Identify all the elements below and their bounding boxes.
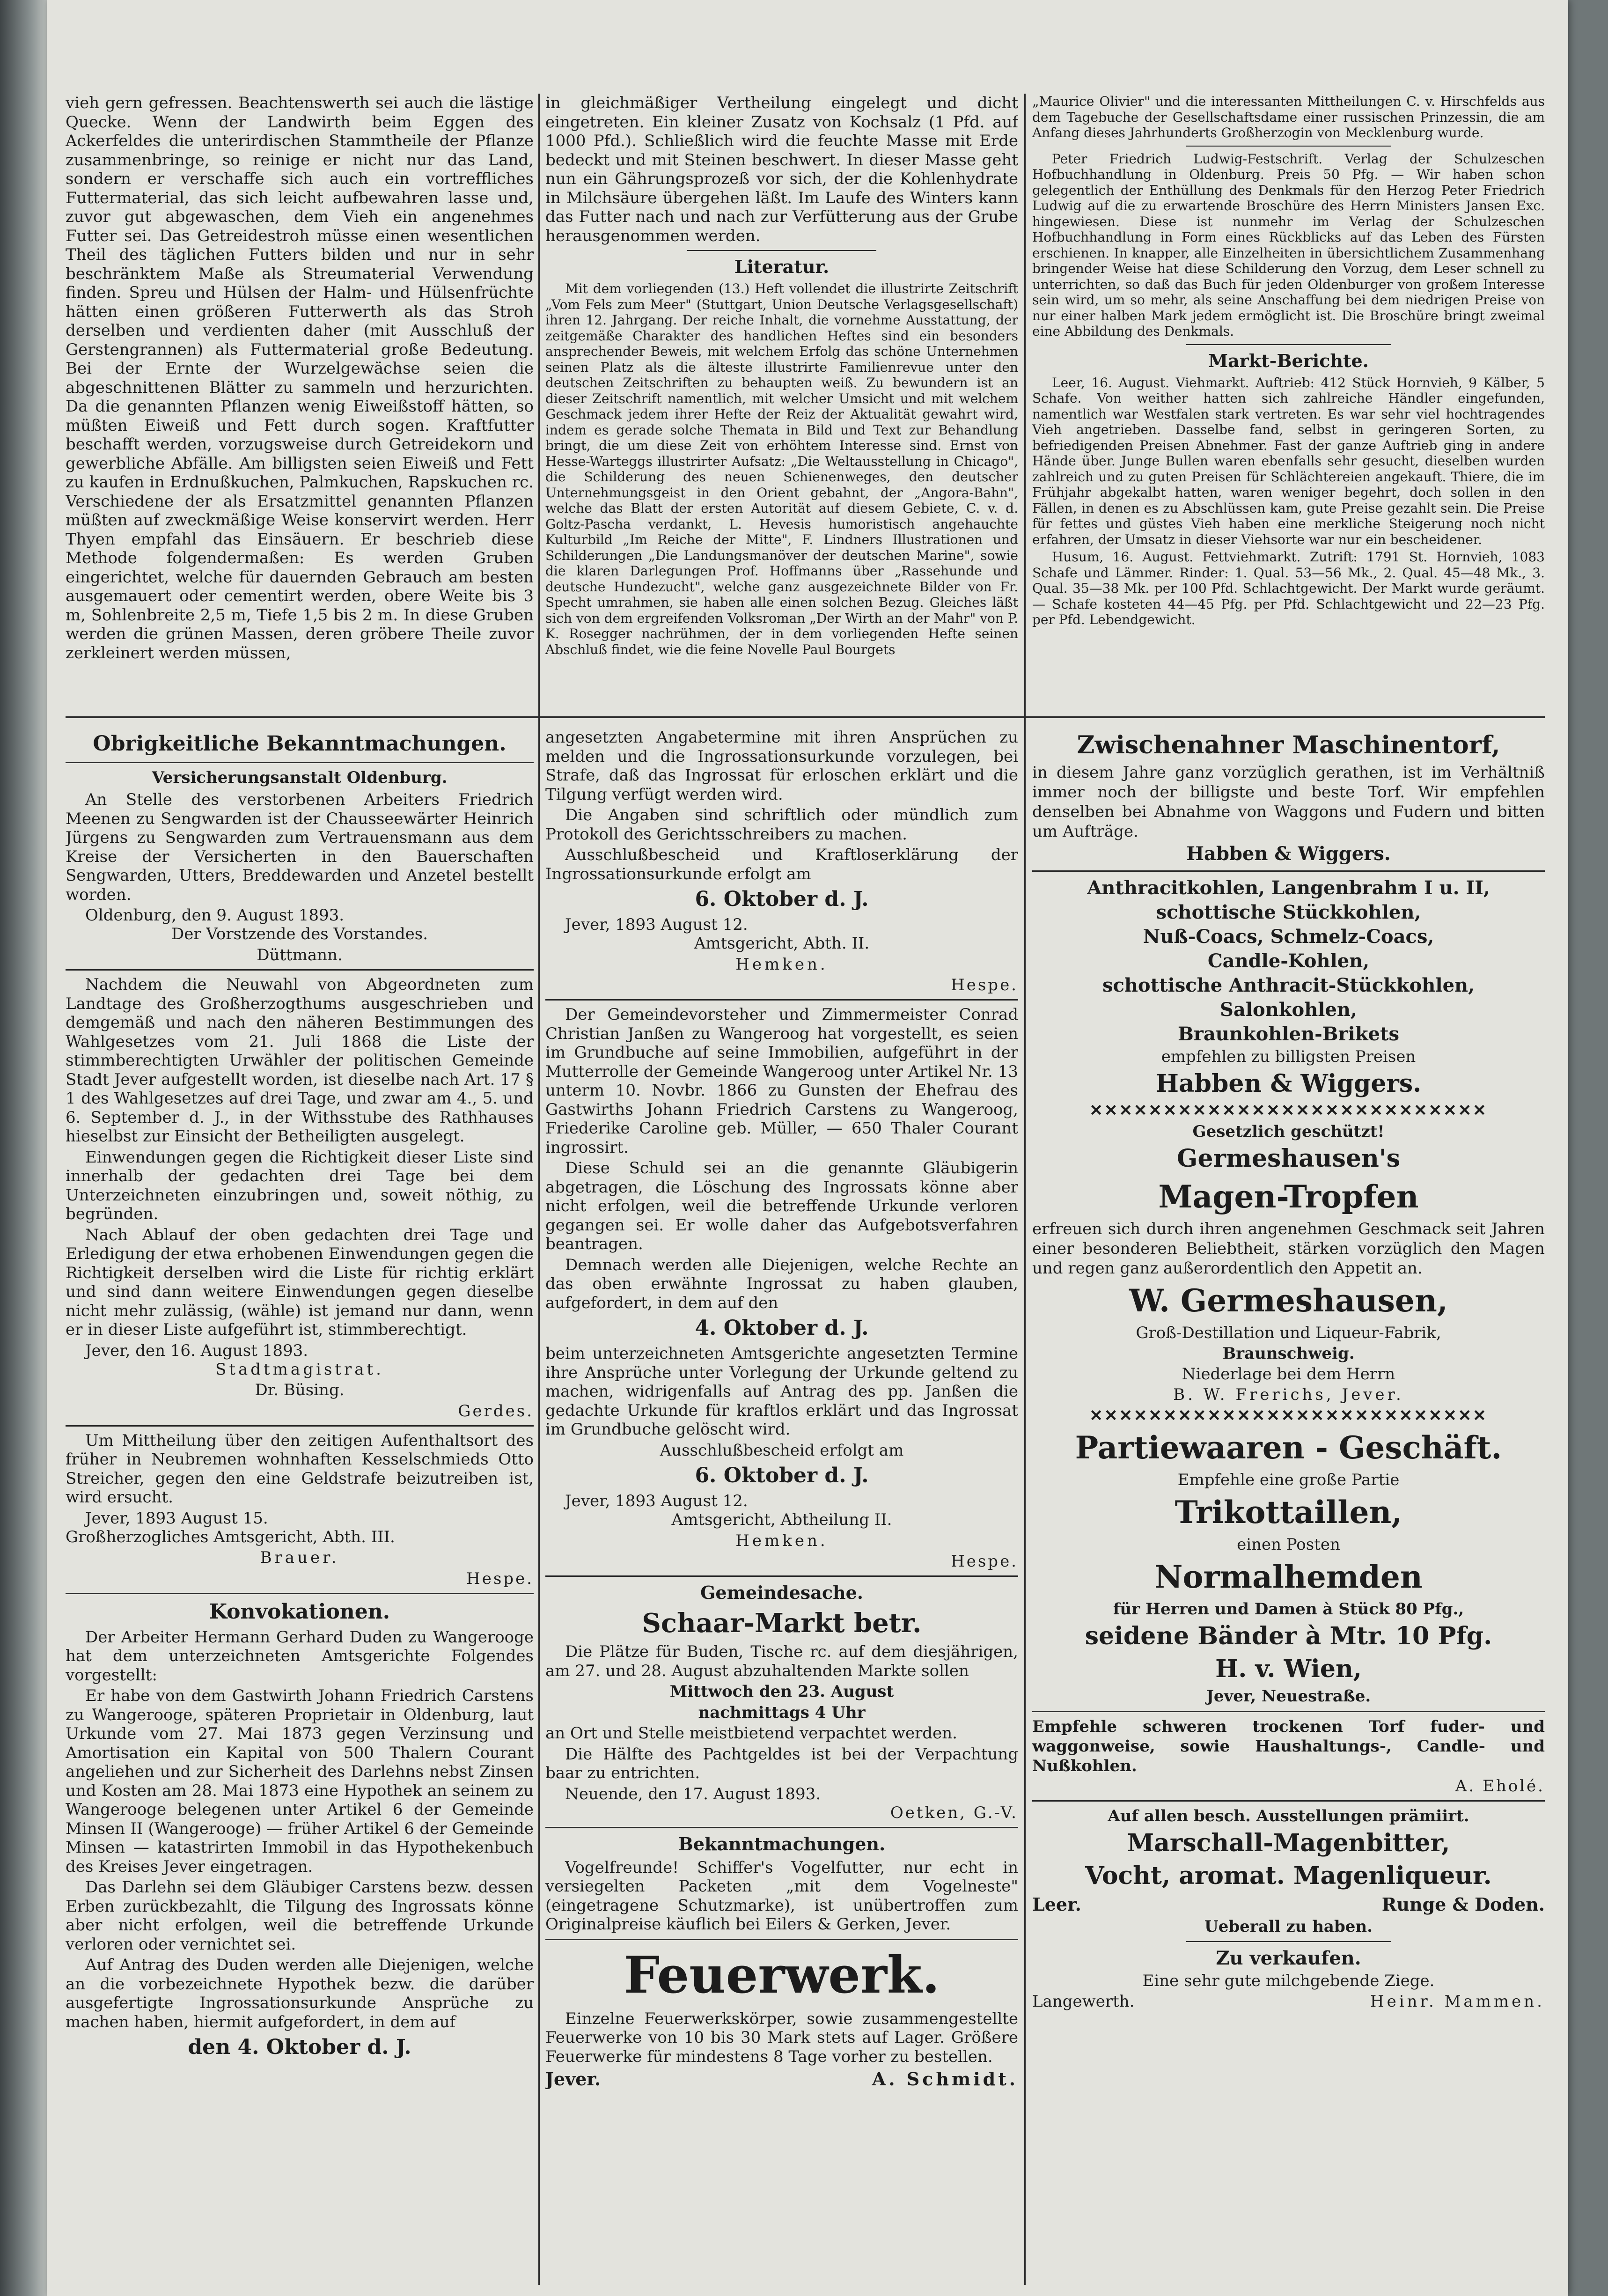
notice-text: Er habe von dem Gastwirth Johann Friedrich Carstens zu Wangerooge, späteren Proprietair in Oldenburg, laut Urkunde vom 27. Mai 1873 gegen Verzinsung und Amortisation ein Kapital von 500 Thalern Courant angeliehen und zur Sicherheit des Darlehns nebst Zinsen und Kosten am 28. Mai 1873 eine Hypothek an seinem zu Wangerooge belegenen unter Artikel 6 der Gemeinde Minsen II (Wangerooge) — früher Artikel 6 der Gemeinde Minsen — katastrirten Immobil in das Hypothekenbuch des Kreises Jever eingetragen. [66, 1686, 534, 1876]
runge-doden-footer [1032, 1893, 1545, 1916]
coal-item: Nuß-Coacs, Schmelz-Coacs, [1143, 926, 1434, 948]
notice-signature: Oetken, G.-V. [890, 1803, 1018, 1822]
vocht-title: Vocht, aromat. Magenliqueur. [1085, 1862, 1492, 1890]
maschinentorf-text: in diesem Jahre ganz vorzüglich gerathen, ist im Verhältniß immer noch der billigste und beste Torf. Wir empfehlen denselben bei Abnahme von Waggons und Fudern und bitten um Aufträge. [1032, 763, 1545, 841]
notice-org: Amtsgericht, Abtheilung II. [671, 1510, 892, 1529]
magen-tropfen-title: Magen-Tropfen [1158, 1178, 1419, 1215]
notice-text: Nach Ablauf der oben gedachten drei Tage und Erledigung der etwa erhobenen Einwendungen gegen die Richtigkeit derselben wird die Liste für richtig erklärt und sind dann weitere Einwendungen gegen dieselbe nicht mehr zulässig, (wähle) ist jemand nur dann, wenn er in dieser Liste aufgeführt ist, stimmberechtigt. [66, 1225, 534, 1339]
market-report-leer: Leer, 16. August. Viehmarkt. Auftrieb: 412 Stück Hornvieh, 9 Kälber, 5 Schafe. Von weither hatten sich zahlreiche Händler eingefunden, namentlich war Westfalen stark vertreten. Es war sehr viel hochtragendes Vieh angetrieben. Dasselbe fand, selbst in geringeren Sorten, zu befriedigenden Preisen Abnehmer. Fast der ganze Auftrieb ging in andere Hände über. Junge Bullen waren ebenfalls sehr gesucht, dieselben wurden zahlreich und zu guten Preisen für Schlächtereien angekauft. Thiere, die im Frühjahr abgekalbt hatten, waren weniger begehrt, doch sollen in den Fällen, in denen es zu Abschlüssen kam, gute Preise gezahlt sein. Die Preise für fettes und güstes Vieh haben eine merkliche Steigerung noch nicht erfahren, der Umsatz in dieser Viehsorte war nur ein bescheidener. [1032, 375, 1545, 547]
notice-deadline: 4. Oktober d. J. [695, 1316, 869, 1340]
notice-org: Der Vorstzende des Vorstandes. [171, 925, 428, 943]
notice-date: Jever, 1893 August 12. [565, 1492, 748, 1510]
notice-signature: Hespe. [951, 1552, 1018, 1571]
notice-name: Dr. Büsing. [255, 1381, 345, 1399]
baender-line: seidene Bänder à Mtr. 10 Pfg. [1085, 1622, 1492, 1650]
partiewaaren-line: einen Posten [1237, 1535, 1340, 1554]
maschinentorf-title: Zwischenahner Maschinentorf, [1077, 731, 1500, 759]
notice-text: Diese Schuld sei an die genannte Gläubigerin abgetragen, die Löschung des Ingrossats könne aber nicht erfolgen, weil die betreffende Urkunde verloren gegangen sei. Er wolle daher das Aufgebotsverfahren beantragen. [545, 1159, 1018, 1253]
runge-doden-firm: Runge & Doden. [1381, 1894, 1545, 1915]
verkaufen-footer [1032, 1992, 1545, 2011]
top-column-1 [66, 94, 534, 712]
section-divider [66, 716, 1545, 718]
divider [545, 999, 1018, 1001]
notice-text: an Ort und Stelle meistbietend verpachtet werden. [545, 1724, 957, 1743]
germeshausen-firm: W. Germeshausen, [1129, 1282, 1448, 1319]
protected-note: Gesetzlich geschützt! [1192, 1122, 1385, 1141]
feuerwerk-title: Feuerwerk. [624, 1945, 940, 2005]
scan-binding-shadow [0, 0, 51, 2296]
germeshausen-title: Germeshausen's [1177, 1144, 1400, 1173]
notice-signature: Gerdes. [458, 1401, 534, 1420]
gemeindesache-header: Gemeindesache. [700, 1582, 863, 1603]
festschrift-review: Peter Friedrich Ludwig-Festschrift. Verlag der Schulzeschen Hofbuchhandlung in Oldenburg. Preis 50 Pfg. — Wir haben schon gelegentlich der Enthüllung des Denkmals für den Herzog Peter Friedrich Ludwig auf die zu erwartende Broschüre des Herrn Ministers Jansen Exc. hingewiesen. Diese ist nunmehr im Verlag der Schulzeschen Hofbuchhandlung in Form eines Rückblicks auf das Leben des Fürsten erschienen. In knapper, alle Einzelheiten in übersichtlichem Zusammenhang bringender Weise hat diese Schilderung den Vorzug, dem Leser schnell zu unterrichten, so daß das Buch für jeden Oldenburger von großem Interesse sein wird, um so mehr, als seine Anschaffung bei dem niedrigen Preise von nur einer halben Mark jedem ermöglicht ist. Die Broschüre bringt zweimal eine Abbildung des Denkmals. [1032, 151, 1545, 339]
feuerwerk-place: Jever. [545, 2068, 601, 2090]
partiewaaren-title: Partiewaaren - Geschäft. [1075, 1429, 1502, 1466]
runge-doden-place: Leer. [1032, 1894, 1081, 1915]
column-rule [538, 94, 540, 2285]
verkaufen-place: Langewerth. [1032, 1992, 1135, 2011]
divider [545, 1939, 1018, 1940]
divider [1032, 1711, 1545, 1712]
market-date: Mittwoch den 23. August [669, 1682, 894, 1701]
newspaper-page [47, 0, 1568, 2296]
agent-name: B. W. Frerichs, Jever. [1173, 1385, 1404, 1404]
vogelfutter-ad: Vogelfreunde! Schiffer's Vogelfutter, nur echt in versiegelten Packeten „mit dem Vogelneste" (eingetragene Schutzmarke), ist unübertroffen zum Originalpreise käuflich bei Eilers & Gerken, Jever. [545, 1858, 1018, 1934]
coal-item: Salonkohlen, [1220, 999, 1357, 1021]
market-report-husum: Husum, 16. August. Fettviehmarkt. Zutrift: 1791 St. Hornvieh, 1083 Schafe und Lämmer. Rinder: 1. Qual. 53—56 Mk., 2. Qual. 45—48 Mk., 3. Qual. 35—38 Mk. per 100 Pfd. Schlachtgewicht. Der Markt wurde geräumt. — Schafe kosteten 44—45 Pfg. per Pfd. Schlachtgewicht und 22—23 Pfg. per Pfd. Lebendgewicht. [1032, 549, 1545, 627]
ueberall-line: Ueberall zu haben. [1204, 1917, 1373, 1936]
konvokationen-heading: Konvokationen. [209, 1599, 390, 1624]
notice-name: Hemken. [735, 955, 828, 974]
column-rule [1024, 94, 1026, 2285]
agriculture-article-continuation: in gleichmäßiger Vertheilung eingelegt und dicht eingetreten. Ein kleiner Zusatz von Kochsalz (1 Pfd. auf 1000 Pfd.). Schließlich wird die feuchte Masse mit Erde bedeckt und mit Steinen beschwert. In dieser Masse geht nun ein Gährungsprozeß vor sich, der die Kohlenhydrate in Milchsäure übergehen läßt. Im Laufe des Winters kann das Futter nach und nach zur Verfütterung aus der Grube herausgenommen werden. [545, 94, 1018, 245]
coal-subline: empfehlen zu billigsten Preisen [1161, 1047, 1416, 1066]
notice-text: Das Darlehn sei dem Gläubiger Carstens bezw. dessen Erben zurückbezahlt, die Tilgung des Ingrossats könne aber nicht erfolgen, weil die betreffende Urkunde verloren oder vernichtet sei. [66, 1878, 534, 1954]
verkaufen-title: Zu verkaufen. [1216, 1947, 1361, 1969]
notice-text: Der Arbeiter Hermann Gerhard Duden zu Wangerooge hat dem unterzeichneten Amtsgerichte Folgendes vorgestellt: [66, 1627, 534, 1685]
notice-name: Düttmann. [257, 945, 343, 964]
market-reports-heading: Markt-Berichte. [1208, 350, 1369, 371]
notice-org: Amtsgericht, Abth. II. [694, 934, 870, 953]
agriculture-article-text: vieh gern gefressen. Beachtenswerth sei auch die lästige Quecke. Wenn der Landwirth beim Eggen des Ackerfeldes die unterirdischen Stammtheile der Pflanze zusammenbringe, so reinige er nicht nur das Land, sondern er verschaffe sich auch ein vortreffliches Futtermaterial, das sich leicht aufbewahren lasse und, zuvor gut abgewaschen, dem Vieh ein angenehmes Futter sei. Das Getreidestroh müsse einen wesentlichen Theil des täglichen Futters bilden und nur in sehr beschränktem Maße als Streumaterial Verwendung finden. Spreu und Hülsen der Halm- und Hülsenfrüchte hätten einen größeren Futterwerth als das Stroh derselben und verdienten daher (mit Ausschluß der Gerstengrannen) als Futtermaterial große Bedeutung. Bei der Ernte der Wurzelgewächse seien die abgeschnittenen Blätter zu sammeln und herzurichten. Da die genannten Pflanzen wenig Eiweißstoff hätten, so müßten Eiweiß und Fett durch sogen. Kraftfutter beschafft werden, vorzugsweise durch Getreidekorn und gewerbliche Abfälle. Am billigsten seien Eiweiß und Fett zu kaufen in Erdnußkuchen, Palmkuchen, Rapskuchen rc. Verschiedene der als Ersatzmittel genannten Pflanzen müßten auf zweckmäßige Weise konservirt werden. Herr Thyen empfahl das Einsäuern. Er beschrieb diese Methode folgendermaßen: Es werden Gruben eingerichtet, welche für dauernden Gebrauch am besten ausgemauert oder cementirt werden, obere Weite bis 3 m, Sohlenbreite 2,5 m, Tiefe 1,5 bis 2 m. In diese Gruben werden die grünen Massen, deren gröbere Theile zuvor zerkleinert werden müssen, [66, 94, 534, 662]
coal-item: schottische Anthracit-Stückkohlen, [1102, 974, 1475, 996]
notice-text: An Stelle des verstorbenen Arbeiters Friedrich Meenen zu Sengwarden ist der Chausseewärter Heinrich Jürgens zu Sengwarden zum Vertrauensmann aus dem Kreise der Versicherten in den Bauerschaften Sengwarden, Utters, Breddewarden und Anzetel bestellt worden. [66, 790, 534, 904]
notice-signature: Hespe. [466, 1569, 534, 1588]
notice-date: Jever, 1893 August 12. [565, 915, 748, 934]
partiewaaren-line: Empfehle eine große Partie [1177, 1471, 1400, 1489]
advertisements-column [1032, 728, 1545, 2282]
torf-ad-text: Empfehle schweren trockenen Torf fuder- und waggonweise, sowie Haushaltungs-, Candle- und Nußkohlen. [1032, 1717, 1545, 1775]
partiewaaren-price: für Herren und Damen à Stück 80 Pfg., [1113, 1600, 1464, 1619]
official-notices-heading: Obrigkeitliche Bekanntmachungen. [93, 732, 507, 756]
notice-date: Jever, den 16. August 1893. [85, 1341, 308, 1360]
normalhemden-title: Normalhemden [1154, 1559, 1423, 1595]
notice-name: Hemken. [735, 1531, 828, 1550]
schaar-markt-title: Schaar-Markt betr. [642, 1608, 922, 1639]
notice-text: Nachdem die Neuwahl von Abgeordneten zum Landtage des Großherzogthums ausgeschrieben und demgemäß und nach den näheren Bestimmungen des Wahlgesetzes vom 21. Juli 1868 die Liste der stimmberechtigten Urwähler der politischen Gemeinde Stadt Jever aufgestellt worden, ist dieselbe nach Art. 17 § 1 des Wahlgesetzes auf drei Tage, und zwar am 4., 5. und 6. September d. J., in der Withsstube des Rathhauses hieselbst zur Einsicht der Betheiligten ausgelegt. [66, 975, 534, 1146]
notice-text: Auf Antrag des Duden werden alle Diejenigen, welche an die vorbezeichnete Hypothek bezw. die darüber ausgefertigte Ingrossationsurkunde Ansprüche zu machen haben, hiermit aufgefordert, in dem auf [66, 1956, 534, 2031]
top-column-3 [1032, 94, 1545, 712]
agent-label: Niederlage bei dem Herrn [1182, 1365, 1395, 1383]
ornament-row: ✕✕✕✕✕✕✕✕✕✕✕✕✕✕✕✕✕✕✕✕✕✕✕✕✕✕✕ [1089, 1406, 1488, 1425]
notice-text: Die Angaben sind schriftlich oder mündlich zum Protokoll des Gerichtsschreibers zu machen. [545, 806, 1018, 844]
coal-item: schottische Stückkohlen, [1156, 901, 1421, 923]
notice-signature: Hespe. [951, 976, 1018, 994]
top-column-2 [545, 94, 1018, 712]
feuerwerk-text: Einzelne Feuerwerkskörper, sowie zusammengestellte Feuerwerke von 10 bis 30 Mark stets auf Lager. Größere Feuerwerke für mindestens 8 Tage vorher zu bestellen. [545, 2009, 1018, 2066]
notice-text: Demnach werden alle Diejenigen, welche Rechte an das oben erwähnte Ingrossat zu haben glauben, aufgefordert, in dem auf den [545, 1255, 1018, 1312]
notices-column-2 [545, 728, 1018, 2282]
market-time: nachmittags 4 Uhr [698, 1703, 866, 1722]
notice-date: Oldenburg, den 9. August 1893. [85, 906, 345, 925]
notice-date: Jever, 1893 August 15. [85, 1509, 268, 1528]
notice-org: Großherzogliches Amtsgericht, Abth. III. [66, 1527, 395, 1546]
vwien-address: Jever, Neuestraße. [1206, 1687, 1371, 1706]
official-notices-column [66, 728, 534, 2282]
coal-item: Candle-Kohlen, [1207, 950, 1370, 972]
divider [66, 969, 534, 971]
notice-text: Die Hälfte des Pachtgeldes ist bei der Verpachtung baar zu entrichten. [545, 1744, 1018, 1782]
vwien-firm: H. v. Wien, [1215, 1655, 1362, 1683]
divider [545, 1575, 1018, 1577]
germeshausen-sub: Groß-Destillation und Liqueur-Fabrik, [1136, 1324, 1441, 1342]
notice-text: Einwendungen gegen die Richtigkeit dieser Liste sind innerhalb der gedachten drei Tage bei dem Unterzeichneten einzubringen und, soweit nöthig, zu begründen. [66, 1148, 534, 1223]
praemiirt-line: Auf allen besch. Ausstellungen prämiirt. [1108, 1807, 1469, 1825]
feuerwerk-footer [545, 2068, 1018, 2090]
maschinentorf-firm: Habben & Wiggers. [1186, 843, 1391, 865]
germeshausen-city: Braunschweig. [1222, 1344, 1355, 1363]
trikottaillen-title: Trikottaillen, [1175, 1494, 1402, 1531]
divider [66, 1593, 534, 1594]
literature-heading: Literatur. [734, 256, 830, 277]
notice-deadline: 6. Oktober d. J. [695, 887, 869, 911]
literature-text: Mit dem vorliegenden (13.) Heft vollendet die illustrirte Zeitschrift „Vom Fels zum Meer" (Stuttgart, Union Deutsche Verlagsgesellschaft) ihren 12. Jahrgang. Der reiche Inhalt, die vornehme Ausstattung, der zeitgemäße Charakter des handlichen Heftes sind ein besonders ansprechender Beweis, mit welchem Erfolg das schöne Unternehmen seinen Platz als die älteste illustrirte Familienrevue unter den deutschen Zeitschriften zu behaupten weiß. Zu bewundern ist an dieser Zeitschrift namentlich, mit welcher Umsicht und mit welchem Geschmack jedem ihrer Hefte der Reiz der Aktualität gewahrt wird, indem es gerade solche Themata in Bild und Text zur Behandlung bringt, die um diese Zeit von erhöhtem Interesse sind. Ernst von Hesse-Warteggs illustrirter Aufsatz: „Die Weltausstellung in Chicago", die Schilderung des neuen Schienenweges, den deutscher Unternehmungsgeist in den Orient gebahnt, der „Angora-Bahn", welche das Blatt der ersten Autorität auf diesem Gebiete, C. v. d. Goltz-Pascha verdankt, L. Hevesis humoristisch angehauchte Kulturbild „Im Reiche der Mitte", F. Lindners Illustrationen und Schilderungen „Die Landungsmanöver der deutschen Marine", sowie die klaren Darlegungen Prof. Hoffmanns über „Rassehunde und deutsche Hundezucht", welche ganz ausgezeichnete Bilder von Fr. Specht umrahmen, sie haben alle einen solchen Bezug. Gleiches läßt sich von dem ergreifenden Volksroman „Der Wirth an der Mahr" von P. K. Rosegger nachrühmen, der in dem vorliegenden Hefte seinen Abschluß findet, wie die feine Novelle Paul Bourgets [545, 281, 1018, 657]
notice-text: Ausschlußbescheid und Kraftloserklärung der Ingrossationsurkunde erfolgt am [545, 846, 1018, 883]
notice-name: Brauer. [260, 1548, 339, 1567]
notice-text: Um Mittheilung über den zeitigen Aufenthaltsort des früher in Neubremen wohnhaften Kesselschmieds Otto Streicher, gegen den eine Geldstrafe beizutreiben ist, wird ersucht. [66, 1431, 534, 1507]
coal-item: Braunkohlen-Brikets [1177, 1023, 1399, 1045]
divider [1186, 344, 1391, 345]
divider [1032, 870, 1545, 872]
notice-text: Die Plätze für Buden, Tische rc. auf dem diesjährigen, am 27. und 28. August abzuhaltenden Markte sollen [545, 1642, 1018, 1680]
notice-deadline: den 4. Oktober d. J. [188, 2035, 411, 2059]
notice-text: angesetzten Angabetermine mit ihren Ansprüchen zu melden und die Ingrossationsurkunde vorzulegen, bei Strafe, daß das Ingrossat für erloschen erklärt und die Tilgung verfügt werden wird. [545, 728, 1018, 804]
feuerwerk-seller: A. Schmidt. [872, 2068, 1018, 2090]
divider [66, 1425, 534, 1427]
divider [66, 762, 534, 763]
torf-ad-signature: A. Eholé. [1455, 1777, 1545, 1796]
divider [545, 1827, 1018, 1828]
verkaufen-text: Eine sehr gute milchgebende Ziege. [1142, 1972, 1435, 1990]
bekanntmachungen-heading: Bekanntmachungen. [678, 1833, 886, 1854]
divider [1186, 1941, 1391, 1942]
notice-text: Ausschlußbescheid erfolgt am [660, 1441, 904, 1460]
marschall-title: Marschall-Magenbitter, [1127, 1829, 1450, 1857]
notice-text: beim unterzeichneten Amtsgerichte angesetzten Termine ihre Ansprüche unter Vorlegung der Urkunde geltend zu machen, widrigenfalls auf Antrag des pp. Janßen die gedachte Urkunde für kraftlos erklärt und das Ingrossat im Grundbuche gelöscht wird. [545, 1344, 1018, 1439]
divider [1032, 1800, 1545, 1802]
notice-title: Versicherungsanstalt Oldenburg. [152, 768, 448, 787]
literature-continuation: „Maurice Olivier" und die interessanten Mittheilungen C. v. Hirschfelds aus dem Tagebuche der Gesellschaftsdame einer russischen Prinzessin, die am Anfang dieses Jahrhunderts Großherzogin von Mecklenburg wurde. [1032, 94, 1545, 140]
notice-text: Der Gemeindevorsteher und Zimmermeister Conrad Christian Janßen zu Wangeroog hat vorgestellt, es seien im Grundbuche auf seine Immobilien, aufgeführt in der Mutterrolle der Gemeinde Wangeroog unter Artikel Nr. 13 unterm 10. Novbr. 1866 zu Gunsten der Ehefrau des Gastwirths Johann Friedrich Carstens zu Wangeroog, Friederike Caroline geb. Müller, — 650 Thaler Courant ingrossirt. [545, 1005, 1018, 1157]
notice-date: Neuende, den 17. August 1893. [565, 1784, 821, 1803]
ornament-row: ✕✕✕✕✕✕✕✕✕✕✕✕✕✕✕✕✕✕✕✕✕✕✕✕✕✕✕ [1089, 1101, 1488, 1120]
divider [687, 250, 876, 251]
coal-item: Anthracitkohlen, Langenbrahm I u. II, [1087, 877, 1490, 899]
divider [1186, 146, 1391, 147]
notice-deadline: 6. Oktober d. J. [695, 1464, 869, 1487]
notice-org: Stadtmagistrat. [215, 1360, 384, 1379]
verkaufen-seller: Heinr. Mammen. [1370, 1992, 1545, 2011]
coal-firm: Habben & Wiggers. [1155, 1069, 1422, 1098]
magen-tropfen-text: erfreuen sich durch ihren angenehmen Geschmack seit Jahren einer besonderen Beliebtheit, stärken vorzüglich den Magen und regen ganz außerordentlich den Appetit an. [1032, 1220, 1545, 1278]
